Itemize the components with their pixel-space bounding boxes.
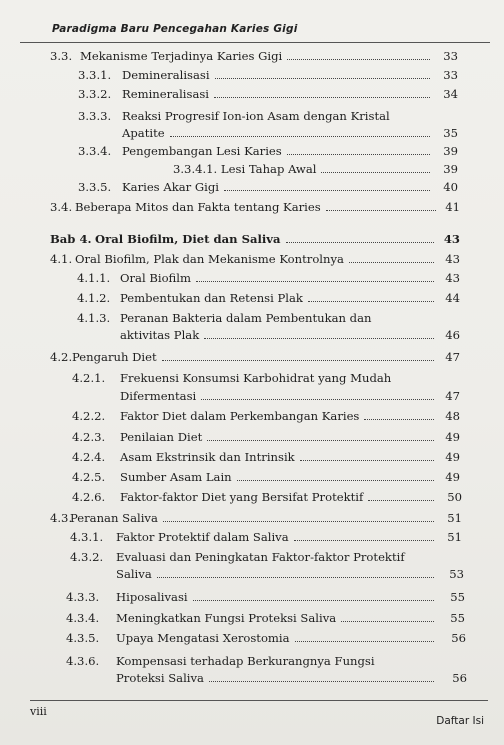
toc-entry-title: Beberapa Mitos dan Fakta tentang Karies xyxy=(75,200,321,214)
toc-leader-dots xyxy=(163,521,434,522)
toc-entry-number: 4.1.1. xyxy=(77,271,111,285)
toc-entry-title: aktivitas Plak xyxy=(120,328,200,342)
toc-leader-dots xyxy=(215,78,430,79)
toc-entry xyxy=(0,180,504,195)
toc-entry-title: Pembentukan dan Retensi Plak xyxy=(120,291,303,305)
toc-entry xyxy=(0,126,504,141)
toc-leader-dots xyxy=(326,210,436,211)
toc-leader-dots xyxy=(207,440,434,441)
toc-entry-number: 4.3.1. xyxy=(70,530,104,544)
toc-page-number: 43 xyxy=(445,252,460,266)
toc-page-number: 51 xyxy=(447,530,462,544)
toc-page-number: 47 xyxy=(445,350,460,364)
toc-page-number: 49 xyxy=(445,450,460,464)
toc-page-number: 44 xyxy=(445,291,460,305)
toc-leader-dots xyxy=(368,500,434,501)
toc-entry-number: 4.3.3. xyxy=(66,590,100,604)
toc-leader-dots xyxy=(287,59,430,60)
toc-entry xyxy=(0,350,504,365)
toc-entry-title: Demineralisasi xyxy=(122,68,210,82)
toc-entry-number: 3.3.4. xyxy=(78,144,112,158)
toc-entry-number: 4.2.2. xyxy=(72,409,106,423)
toc-leader-dots xyxy=(300,460,434,461)
toc-entry-title: Mekanisme Terjadinya Karies Gigi xyxy=(80,49,283,63)
toc-entry-number: 4.3.5. xyxy=(66,631,100,645)
toc-page-number: 56 xyxy=(452,671,467,685)
toc-page-number: 33 xyxy=(443,68,458,82)
toc-page-number: 49 xyxy=(445,430,460,444)
running-header xyxy=(20,20,490,43)
toc-entry-title: Faktor Protektif dalam Saliva xyxy=(116,530,289,544)
toc-entry-title: Saliva xyxy=(116,567,152,581)
toc-entry-number: 4.3.4. xyxy=(66,611,100,625)
toc-entry xyxy=(0,389,504,404)
toc-entry-title: Reaksi Progresif Ion-ion Asam dengan Kristal xyxy=(122,109,390,123)
toc-entry xyxy=(0,162,504,177)
toc-entry xyxy=(0,511,504,526)
toc-entry xyxy=(0,470,504,485)
toc-entry xyxy=(0,371,504,386)
toc-page-number: 48 xyxy=(445,409,460,423)
toc-entry xyxy=(0,430,504,445)
toc-entry-title: Oral Biofilm, Plak dan Mekanisme Kontrolnya xyxy=(75,252,344,266)
footer-section-label: Daftar Isi xyxy=(436,715,484,727)
toc-entry-number: 4.1.2. xyxy=(77,291,111,305)
toc-entry xyxy=(0,87,504,102)
toc-page-number: 51 xyxy=(447,511,462,525)
toc-entry xyxy=(0,49,504,64)
toc-entry xyxy=(0,232,504,247)
toc-entry-title: Peranan Saliva xyxy=(70,511,158,525)
toc-entry-number: 4.2.5. xyxy=(72,470,106,484)
toc-entry-number: 4.2.1. xyxy=(72,371,106,385)
toc-entry-title: Remineralisasi xyxy=(122,87,210,101)
header-title: Paradigma Baru Pencegahan Karies Gigi xyxy=(52,23,298,35)
toc-leader-dots xyxy=(162,360,434,361)
toc-entry-title: Karies Akar Gigi xyxy=(122,180,219,194)
toc-entry xyxy=(0,450,504,465)
toc-entry-title: Faktor Diet dalam Perkembangan Karies xyxy=(120,409,360,423)
toc-entry-number: 3.3.2. xyxy=(78,87,112,101)
toc-entry-title: Oral Biofilm, Diet dan Saliva xyxy=(95,232,281,246)
toc-page-number: 39 xyxy=(443,144,458,158)
toc-page-number: 46 xyxy=(445,328,460,342)
toc-leader-dots xyxy=(341,621,434,622)
toc-entry-number: 3.3.3. xyxy=(78,109,112,123)
toc-page-number: 43 xyxy=(445,271,460,285)
toc-entry-title: Kompensasi terhadap Berkurangnya Fungsi xyxy=(116,654,375,668)
toc-entry xyxy=(0,671,504,686)
toc-entry-number: 4.1. xyxy=(50,252,73,266)
toc-entry-number: 4.3.6. xyxy=(66,654,100,668)
toc-leader-dots xyxy=(364,419,434,420)
toc-leader-dots xyxy=(224,190,430,191)
toc-entry-title: Penilaian Diet xyxy=(120,430,203,444)
toc-entry-title: Oral Biofilm xyxy=(120,271,191,285)
toc-page-number: 34 xyxy=(443,87,458,101)
toc-entry xyxy=(0,200,504,215)
toc-entry xyxy=(0,654,504,669)
toc-leader-dots xyxy=(157,577,434,578)
toc-entry-title: Difermentasi xyxy=(120,389,197,403)
toc-leader-dots xyxy=(349,262,434,263)
toc-entry xyxy=(0,144,504,159)
toc-page-number: 41 xyxy=(445,200,460,214)
toc-entry xyxy=(0,109,504,124)
toc-page-number: 39 xyxy=(443,162,458,176)
toc-entry-title: Peranan Bakteria dalam Pembentukan dan xyxy=(120,311,372,325)
toc-page-number: 56 xyxy=(451,631,466,645)
toc-leader-dots xyxy=(295,641,434,642)
toc-page-number: 40 xyxy=(443,180,458,194)
toc-page-number: 49 xyxy=(445,470,460,484)
toc-leader-dots xyxy=(287,154,430,155)
toc-entry xyxy=(0,409,504,424)
toc-entry-number: 4.2.3. xyxy=(72,430,106,444)
toc-page-number: 35 xyxy=(443,126,458,140)
toc-leader-dots xyxy=(204,338,434,339)
toc-page-number: 55 xyxy=(450,590,465,604)
toc-leader-dots xyxy=(209,681,434,682)
toc-entry xyxy=(0,490,504,505)
toc-entry-number: 4.1.3. xyxy=(77,311,111,325)
toc-entry-title: Asam Ekstrinsik dan Intrinsik xyxy=(120,450,295,464)
toc-leader-dots xyxy=(201,399,434,400)
toc-entry-title: Proteksi Saliva xyxy=(116,671,204,685)
toc-page-number: 50 xyxy=(447,490,462,504)
toc-entry-title: Pengembangan Lesi Karies xyxy=(122,144,282,158)
toc-entry-number: 4.2.4. xyxy=(72,450,106,464)
toc-page-number: 33 xyxy=(443,49,458,63)
toc-entry-number: 4.2. xyxy=(50,350,73,364)
toc-entry xyxy=(0,530,504,545)
toc-entry-number: 3.3. xyxy=(50,49,73,63)
toc-entry-title: Pengaruh Diet xyxy=(72,350,157,364)
toc-entry-number: 3.3.1. xyxy=(78,68,112,82)
toc-entry-title: Apatite xyxy=(122,126,165,140)
toc-entry xyxy=(0,631,504,646)
toc-entry-title: 3.3.4.1. Lesi Tahap Awal xyxy=(173,162,317,176)
toc-entry-number: 3.4. xyxy=(50,200,73,214)
toc-leader-dots xyxy=(193,600,434,601)
toc-page-number: 55 xyxy=(450,611,465,625)
toc-entry xyxy=(0,611,504,626)
toc-entry xyxy=(0,271,504,286)
toc-entry-number: 4.3.2. xyxy=(70,550,104,564)
toc-page-number: 43 xyxy=(443,232,460,246)
toc-entry xyxy=(0,328,504,343)
toc-leader-dots xyxy=(308,301,434,302)
toc-entry-title: Hiposalivasi xyxy=(116,590,188,604)
toc-leader-dots xyxy=(196,281,434,282)
toc-entry xyxy=(0,567,504,582)
toc-entry-number: 4.3. xyxy=(50,511,73,525)
toc-entry-title: Faktor-faktor Diet yang Bersifat Protektif xyxy=(120,490,364,504)
toc-leader-dots xyxy=(294,540,434,541)
toc-leader-dots xyxy=(286,242,434,243)
footer-rule xyxy=(30,700,488,701)
toc-leader-dots xyxy=(170,136,430,137)
toc-entry xyxy=(0,311,504,326)
toc-leader-dots xyxy=(214,97,430,98)
toc-entry-title: Upaya Mengatasi Xerostomia xyxy=(116,631,290,645)
toc-page-number: 47 xyxy=(445,389,460,403)
toc-entry xyxy=(0,291,504,306)
toc-entry-title: Evaluasi dan Peningkatan Faktor-faktor Protektif xyxy=(116,550,405,564)
toc-entry-title: Frekuensi Konsumsi Karbohidrat yang Mudah xyxy=(120,371,392,385)
toc-leader-dots xyxy=(321,172,430,173)
toc-entry xyxy=(0,590,504,605)
toc-entry-number: 3.3.5. xyxy=(78,180,112,194)
toc-entry-title: Meningkatkan Fungsi Proteksi Saliva xyxy=(116,611,337,625)
toc-entry xyxy=(0,252,504,267)
toc-entry-number: 4.2.6. xyxy=(72,490,106,504)
toc-entry xyxy=(0,68,504,83)
toc-entry-title: Sumber Asam Lain xyxy=(120,470,232,484)
toc-page-number: 53 xyxy=(449,567,464,581)
toc-leader-dots xyxy=(237,480,434,481)
toc-entry-number: Bab 4. xyxy=(50,232,92,246)
toc-entry xyxy=(0,550,504,565)
footer-page-number: viii xyxy=(30,705,47,718)
